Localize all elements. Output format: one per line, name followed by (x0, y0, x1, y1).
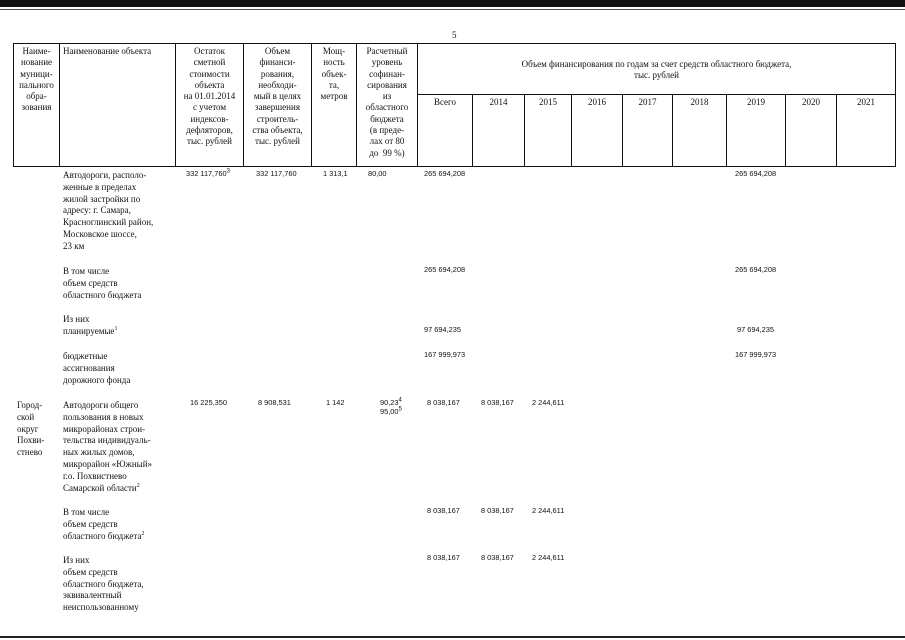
remaining-cost: 16 225,350 (190, 398, 227, 407)
financing-2015: 2 244,611 (532, 506, 565, 515)
financing-2019: 265 694,208 (735, 169, 777, 178)
header-year-2015: 2015 (539, 97, 557, 107)
header-year-2016: 2016 (588, 97, 606, 107)
header-year-2014: 2014 (489, 97, 508, 107)
capacity: 1 313,1 (323, 169, 348, 178)
financing-total: 8 038,167 (427, 506, 460, 515)
financing-total: 8 038,167 (427, 553, 460, 562)
object-name: Из них объем средств областного бюджета, эквивалентный неиспользованному (63, 555, 144, 613)
header-year-total: Всего (433, 97, 457, 107)
cofinancing-level: 80,00 (368, 169, 387, 178)
object-name: бюджетные ассигнования дорожного фонда (63, 351, 131, 385)
object-name: В том числе объем средств областного бюджета$^2$ (63, 507, 145, 541)
object-name: Из них планируемые$^1$ (63, 314, 118, 336)
cofinancing-level: 90,23$^4$ (380, 397, 402, 407)
financing-volume: 332 117,760 (256, 169, 297, 178)
cofinancing-level-alt: 95,00$^5$ (380, 406, 402, 416)
object-name: Автодороги общего пользования в новых микрорайонах строи- тельства индивидуаль- ных жилых домов, микрорайон «Южный» г.о. Похвистнево Самарской области$^2$ (63, 400, 153, 493)
bottom-border (0, 636, 905, 638)
financing-2015: 2 244,611 (532, 398, 565, 407)
remaining-cost: 332 117,760$^3$ (186, 168, 230, 178)
financing-2014: 8 038,167 (481, 398, 514, 407)
header-object-name: Наименование объекта (63, 46, 152, 56)
object-name: Автодороги, располо- женные в пределах жилой застройки по адресу: г. Самара, Красноглинский район, Московское шоссе, 23 км (63, 170, 154, 251)
header-year-2021: 2021 (857, 97, 875, 107)
header-cofinancing-level: Расчетный уровень софинан- сирования из областного бюджета (в преде- лах от 80 до 99 %) (365, 46, 409, 158)
financing-2019: 97 694,235 (737, 325, 774, 334)
header-year-2019: 2019 (747, 97, 765, 107)
financing-volume: 8 908,531 (258, 398, 291, 407)
header-capacity: Мощ- ность объек- та, метров (320, 46, 348, 102)
header-year-2017: 2017 (638, 97, 657, 107)
financing-total: 97 694,235 (424, 325, 461, 334)
financing-2019: 265 694,208 (735, 265, 777, 274)
top-border-thin (0, 9, 905, 10)
header-year-2018: 2018 (690, 97, 709, 107)
capacity: 1 142 (326, 398, 345, 407)
object-name: В том числе объем средств областного бюджета (63, 266, 142, 300)
header-municipality: Наиме- нование муници- пального обра- зования (19, 46, 54, 113)
financing-total: 265 694,208 (424, 265, 466, 274)
header-financing-by-year: Объем финансирования по годам за счет средств областного бюджета, тыс. рублей (521, 59, 792, 81)
financing-total: 8 038,167 (427, 398, 460, 407)
financing-2014: 8 038,167 (481, 506, 514, 515)
page-number: 5 (452, 30, 457, 40)
financing-total: 265 694,208 (424, 169, 466, 178)
top-border (0, 0, 905, 7)
financing-2015: 2 244,611 (532, 553, 565, 562)
municipality-name: Город- ской округ Похви- стнево (17, 400, 45, 458)
financing-2019: 167 999,973 (735, 350, 777, 359)
header-year-2020: 2020 (802, 97, 820, 107)
financing-2014: 8 038,167 (481, 553, 514, 562)
header-remaining-cost: Остаток сметной стоимости объекта на 01.01.2014 с учетом индексов- дефляторов, тыс. рублей (183, 46, 236, 147)
financing-total: 167 999,973 (424, 350, 466, 359)
header-financing-volume: Объем финанси- рования, необходи- мый в целях завершения строитель- ства объекта, тыс. рублей (252, 46, 303, 147)
